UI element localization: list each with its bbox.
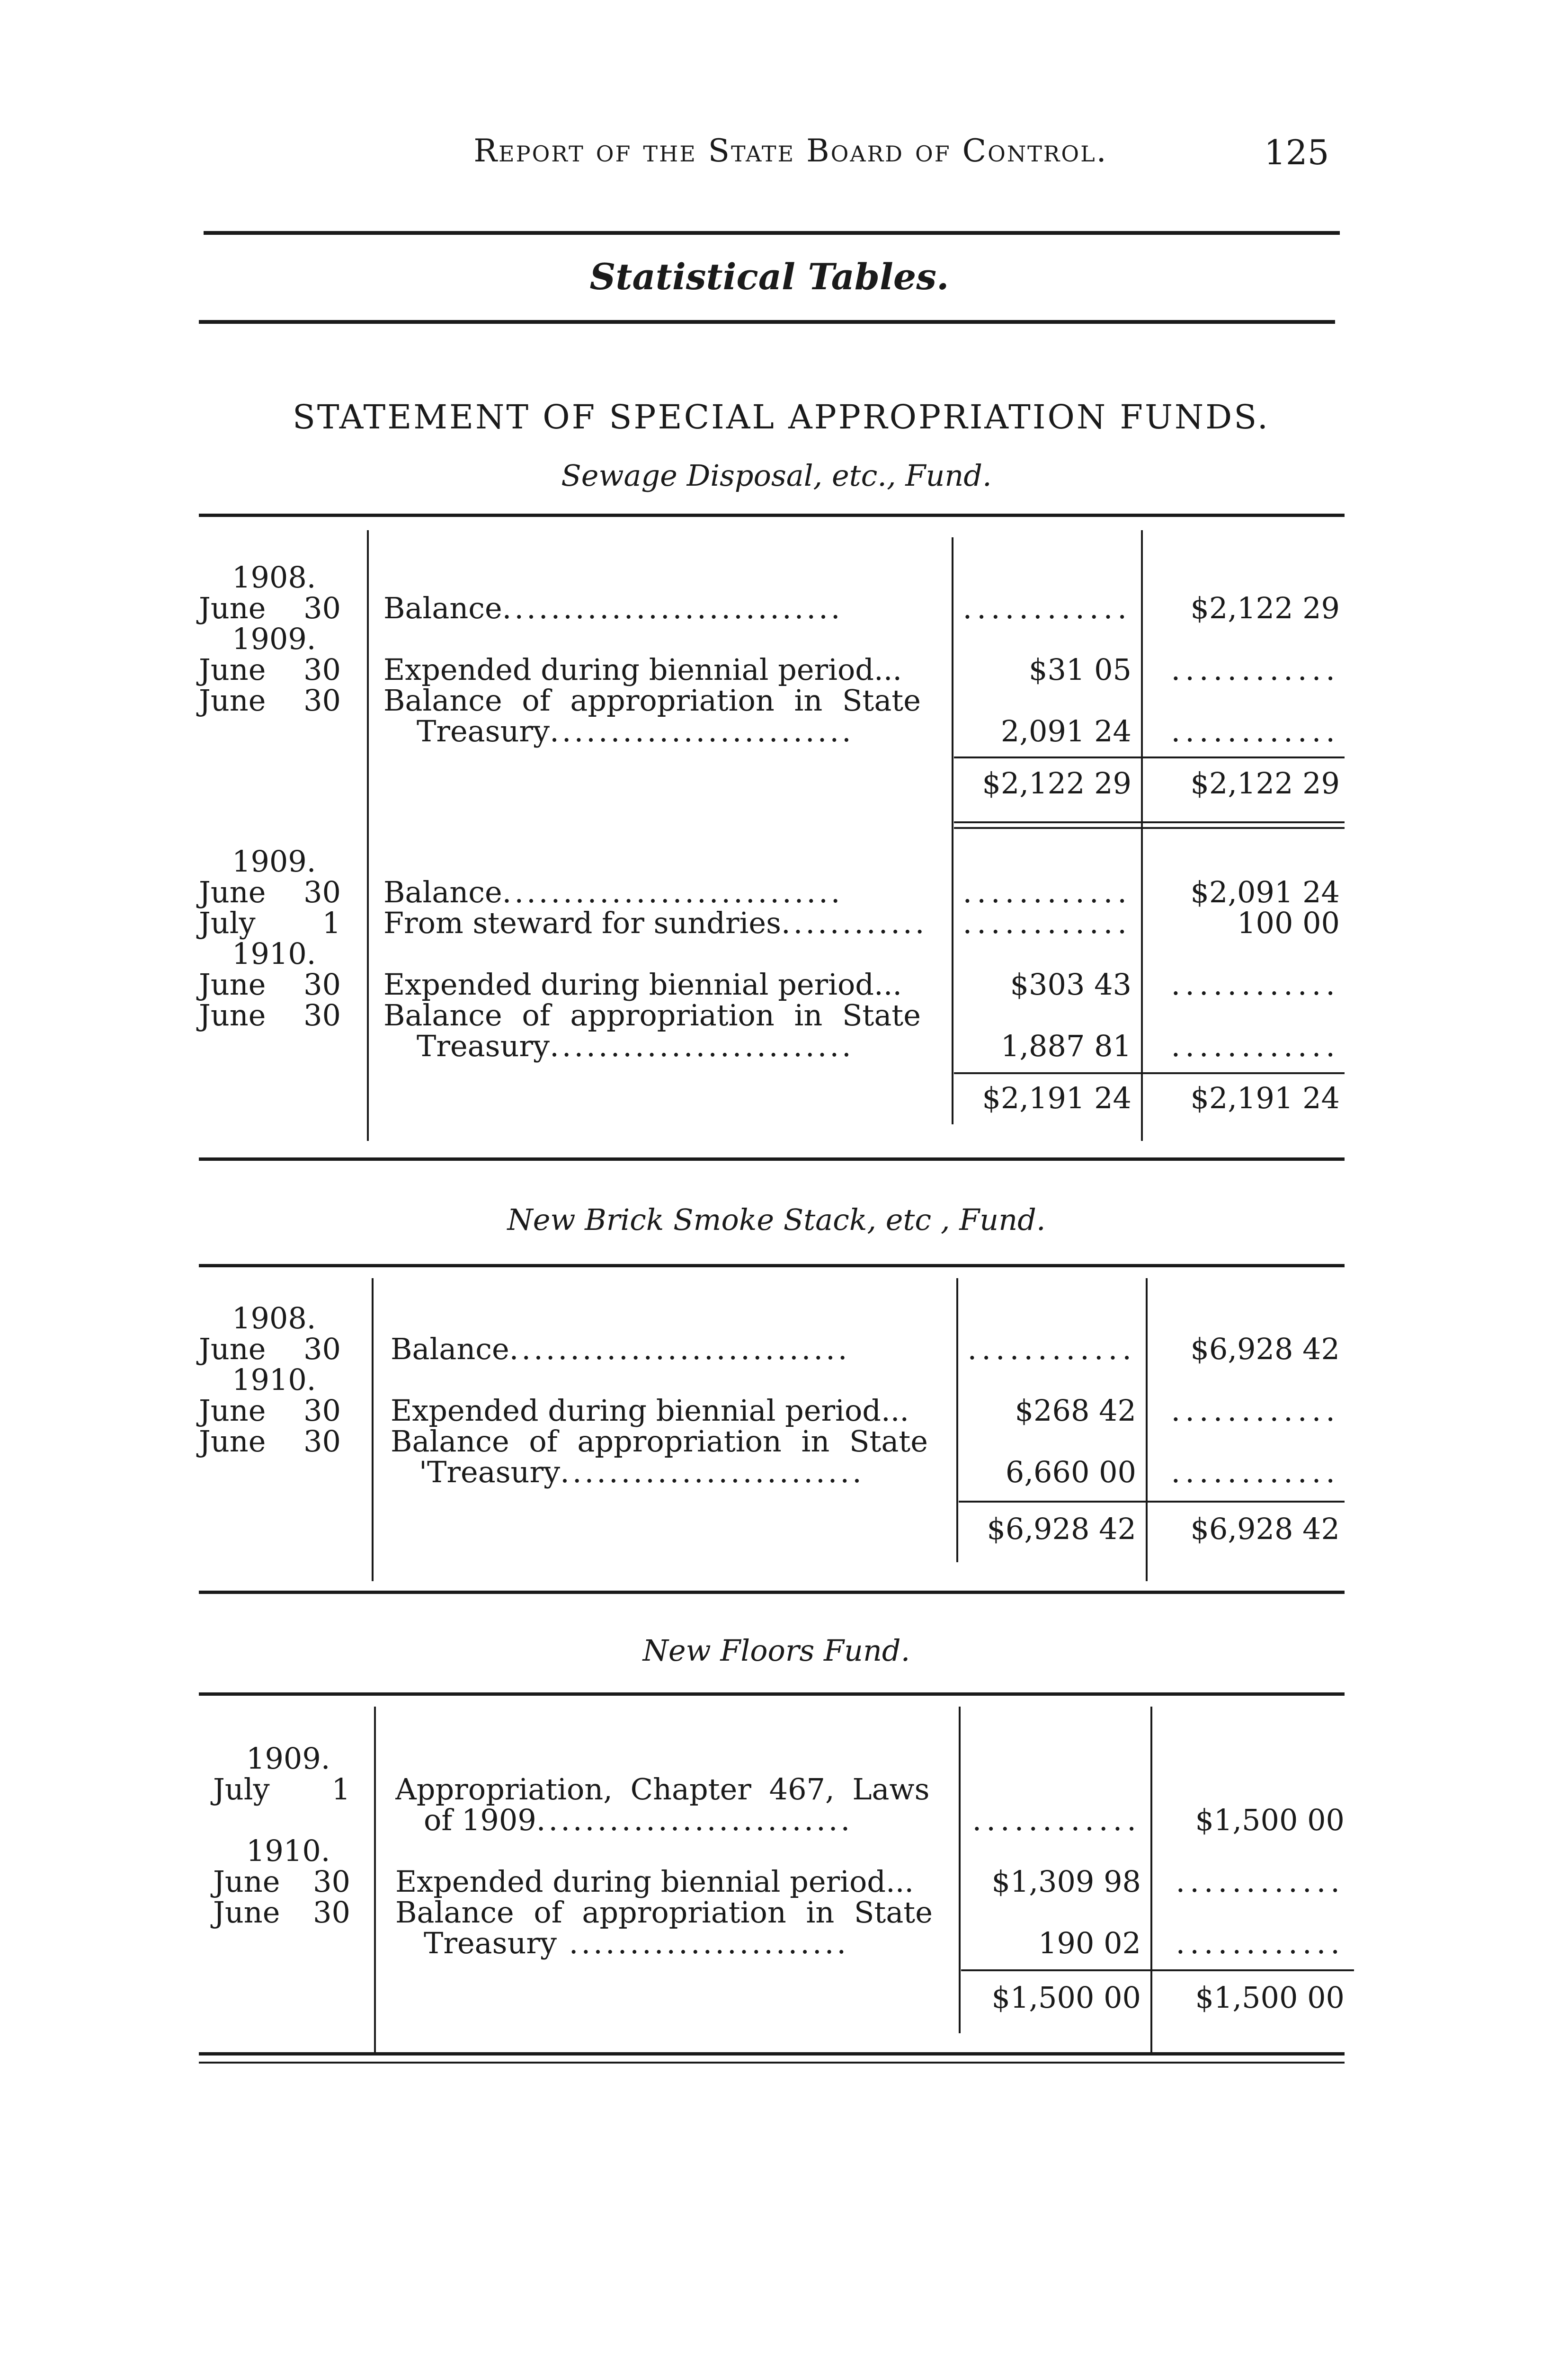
- description-cell: Expended during biennial period...: [383, 653, 902, 686]
- description-cell: Treasury.........................: [417, 715, 854, 748]
- page-number: 125: [1264, 133, 1329, 172]
- credit-cell: 190 02: [1038, 1926, 1141, 1960]
- description-text: of 1909: [424, 1804, 536, 1837]
- ledger-row: [199, 1896, 1345, 1929]
- description-cell: Expended during biennial period...: [395, 1865, 914, 1898]
- day-cell: 30: [303, 591, 341, 625]
- year-cell: 1909.: [246, 1741, 330, 1776]
- day-cell: 30: [303, 998, 341, 1032]
- debit-cell: $1,500 00: [1195, 1803, 1345, 1837]
- month-cell: June: [199, 875, 266, 909]
- ledger-row: [199, 1030, 1345, 1063]
- fund-ledger-sewage: [199, 514, 1345, 1157]
- description-cell: From steward for sundries............: [383, 907, 927, 940]
- description-cell: Expended during biennial period...: [383, 968, 902, 1001]
- fund-ledger-smoke-stack: [199, 1264, 1345, 1591]
- total-row: [199, 767, 1345, 800]
- debit-cell: $6,928 42: [1190, 1332, 1340, 1366]
- description-cell: Balance of appropriation in State: [383, 999, 921, 1032]
- total-row: [199, 1513, 1345, 1546]
- credit-total: $2,122 29: [982, 766, 1131, 801]
- ledger-top-rule: [199, 514, 1345, 517]
- description-cell: Balance of appropriation in State: [391, 1425, 928, 1458]
- total-row: [199, 1082, 1345, 1115]
- ledger-row: [199, 968, 1345, 1001]
- year-cell: 1908.: [232, 560, 316, 595]
- credit-cell: $31 05: [1029, 652, 1131, 687]
- description-cell: Balance............................: [391, 1333, 850, 1366]
- debit-total: $1,500 00: [1195, 1980, 1345, 2015]
- month-cell: June: [199, 683, 266, 718]
- ledger-row: [199, 1927, 1345, 1960]
- ledger-top-rule: [199, 1264, 1345, 1267]
- credit-cell: ............: [962, 875, 1131, 909]
- day-cell: 1: [331, 1772, 350, 1806]
- debit-cell: ............: [1171, 1029, 1340, 1063]
- ledger-row: [199, 1394, 1345, 1427]
- description-cell: of 1909..........................: [424, 1804, 853, 1837]
- description-cell: Balance............................: [383, 876, 843, 909]
- description-text: Balance: [383, 876, 502, 909]
- credit-cell: ............: [972, 1803, 1141, 1837]
- ledger-row: [199, 1865, 1345, 1898]
- year-cell: 1910.: [232, 936, 316, 971]
- ledger-row: [199, 1834, 1345, 1868]
- year-cell: 1910.: [246, 1833, 330, 1868]
- month-cell: June: [199, 967, 266, 1002]
- credit-cell: 6,660 00: [1005, 1455, 1136, 1489]
- ledger-row: [199, 623, 1345, 656]
- fund-ledger-new-floors: [199, 1692, 1345, 2062]
- ledger-row: [199, 1363, 1345, 1397]
- day-cell: 30: [303, 1393, 341, 1428]
- ledger-bottom-rule: [199, 2052, 1345, 2056]
- double-rule: [954, 827, 1345, 829]
- month-cell: June: [199, 1424, 266, 1459]
- credit-cell: ............: [962, 591, 1131, 625]
- ledger-row: [199, 876, 1345, 909]
- day-cell: 30: [303, 1332, 341, 1366]
- debit-cell: $2,091 24: [1190, 875, 1340, 909]
- debit-cell: ............: [1176, 1864, 1345, 1899]
- section-rule: [199, 320, 1335, 324]
- description-text: Balance: [383, 592, 502, 625]
- credit-cell: ............: [962, 906, 1131, 940]
- ledger-row: [199, 1804, 1345, 1837]
- ledger-bottom-rule: [199, 1591, 1345, 1594]
- month-cell: June: [199, 1393, 266, 1428]
- ledger-row: [199, 715, 1345, 748]
- ledger-row: [199, 999, 1345, 1032]
- total-rule: [954, 756, 1345, 758]
- debit-total: $2,191 24: [1190, 1081, 1340, 1115]
- day-cell: 30: [303, 652, 341, 687]
- credit-cell: $303 43: [1010, 967, 1131, 1002]
- ledger-bottom-rule: [199, 2062, 1345, 2064]
- credit-total: $6,928 42: [987, 1512, 1136, 1546]
- description-text: Treasury: [424, 1927, 557, 1960]
- total-rule: [961, 1969, 1354, 1971]
- credit-cell: $268 42: [1015, 1393, 1136, 1428]
- fund-title: New Floors Fund.: [642, 1633, 910, 1668]
- day-cell: 30: [303, 1424, 341, 1459]
- debit-total: $6,928 42: [1190, 1512, 1340, 1546]
- description-text: Treasury: [417, 715, 550, 748]
- main-title: STATEMENT OF SPECIAL APPROPRIATION FUNDS.: [292, 398, 1270, 436]
- debit-cell: ............: [1171, 967, 1340, 1002]
- year-cell: 1908.: [232, 1301, 316, 1335]
- total-row: [199, 1981, 1345, 2014]
- ledger-row: [199, 1742, 1345, 1775]
- top-rule: [204, 231, 1340, 235]
- description-cell: Appropriation, Chapter 467, Laws: [395, 1773, 930, 1806]
- ledger-row: [199, 937, 1345, 970]
- debit-cell: ............: [1171, 1455, 1340, 1489]
- month-cell: June: [199, 591, 266, 625]
- month-cell: June: [199, 998, 266, 1032]
- ledger-row: [199, 653, 1345, 686]
- description-cell: Balance of appropriation in State: [383, 684, 921, 717]
- month-cell: July: [213, 1772, 270, 1806]
- debit-cell: ............: [1176, 1926, 1345, 1960]
- ledger-row: [199, 1302, 1345, 1335]
- day-cell: 30: [303, 967, 341, 1002]
- month-cell: June: [199, 652, 266, 687]
- debit-cell: ............: [1171, 1393, 1340, 1428]
- credit-cell: 1,887 81: [1000, 1029, 1131, 1063]
- double-rule: [954, 821, 1345, 823]
- description-text: From steward for sundries: [383, 907, 781, 940]
- month-cell: June: [213, 1864, 280, 1899]
- credit-cell: $1,309 98: [991, 1864, 1141, 1899]
- day-cell: 30: [313, 1864, 350, 1899]
- description-cell: Balance of appropriation in State: [395, 1896, 933, 1929]
- ledger-row: [199, 592, 1345, 625]
- ledger-row: [199, 561, 1345, 594]
- description-text: Balance: [391, 1333, 509, 1366]
- total-rule: [959, 1501, 1345, 1503]
- ledger-row: [199, 1333, 1345, 1366]
- description-cell: Treasury .......................: [424, 1927, 849, 1960]
- description-cell: 'Treasury.........................: [419, 1456, 864, 1489]
- ledger-row: [199, 907, 1345, 940]
- month-cell: June: [199, 1332, 266, 1366]
- debit-cell: ............: [1171, 714, 1340, 748]
- running-head: Report of the State Board of Control.: [473, 133, 1108, 169]
- debit-cell: 100 00: [1237, 906, 1340, 940]
- description-cell: Expended during biennial period...: [391, 1394, 909, 1427]
- description-text: Treasury: [417, 1030, 550, 1063]
- ledger-top-rule: [199, 1692, 1345, 1696]
- year-cell: 1910.: [232, 1362, 316, 1397]
- day-cell: 30: [303, 683, 341, 718]
- credit-cell: ............: [967, 1332, 1136, 1366]
- month-cell: July: [199, 906, 256, 940]
- credit-cell: 2,091 24: [1000, 714, 1131, 748]
- description-text: 'Treasury: [419, 1456, 561, 1489]
- debit-cell: $2,122 29: [1190, 591, 1340, 625]
- month-cell: June: [213, 1895, 280, 1930]
- description-cell: Balance............................: [383, 592, 843, 625]
- fund-title: Sewage Disposal, etc., Fund.: [561, 458, 992, 493]
- credit-total: $2,191 24: [982, 1081, 1131, 1115]
- ledger-row: [199, 1425, 1345, 1458]
- year-cell: 1909.: [232, 844, 316, 879]
- ledger-bottom-rule: [199, 1157, 1345, 1161]
- year-cell: 1909.: [232, 622, 316, 656]
- debit-cell: ............: [1171, 652, 1340, 687]
- credit-total: $1,500 00: [991, 1980, 1141, 2015]
- total-rule: [954, 1072, 1345, 1074]
- ledger-row: [199, 845, 1345, 878]
- day-cell: 1: [322, 906, 341, 940]
- ledger-row: [199, 1773, 1345, 1806]
- day-cell: 30: [303, 875, 341, 909]
- day-cell: 30: [313, 1895, 350, 1930]
- debit-total: $2,122 29: [1190, 766, 1340, 801]
- section-title: Statistical Tables.: [589, 256, 949, 298]
- description-cell: Treasury.........................: [417, 1030, 854, 1063]
- ledger-row: [199, 684, 1345, 717]
- ledger-row: [199, 1456, 1345, 1489]
- fund-title: New Brick Smoke Stack, etc , Fund.: [507, 1202, 1046, 1237]
